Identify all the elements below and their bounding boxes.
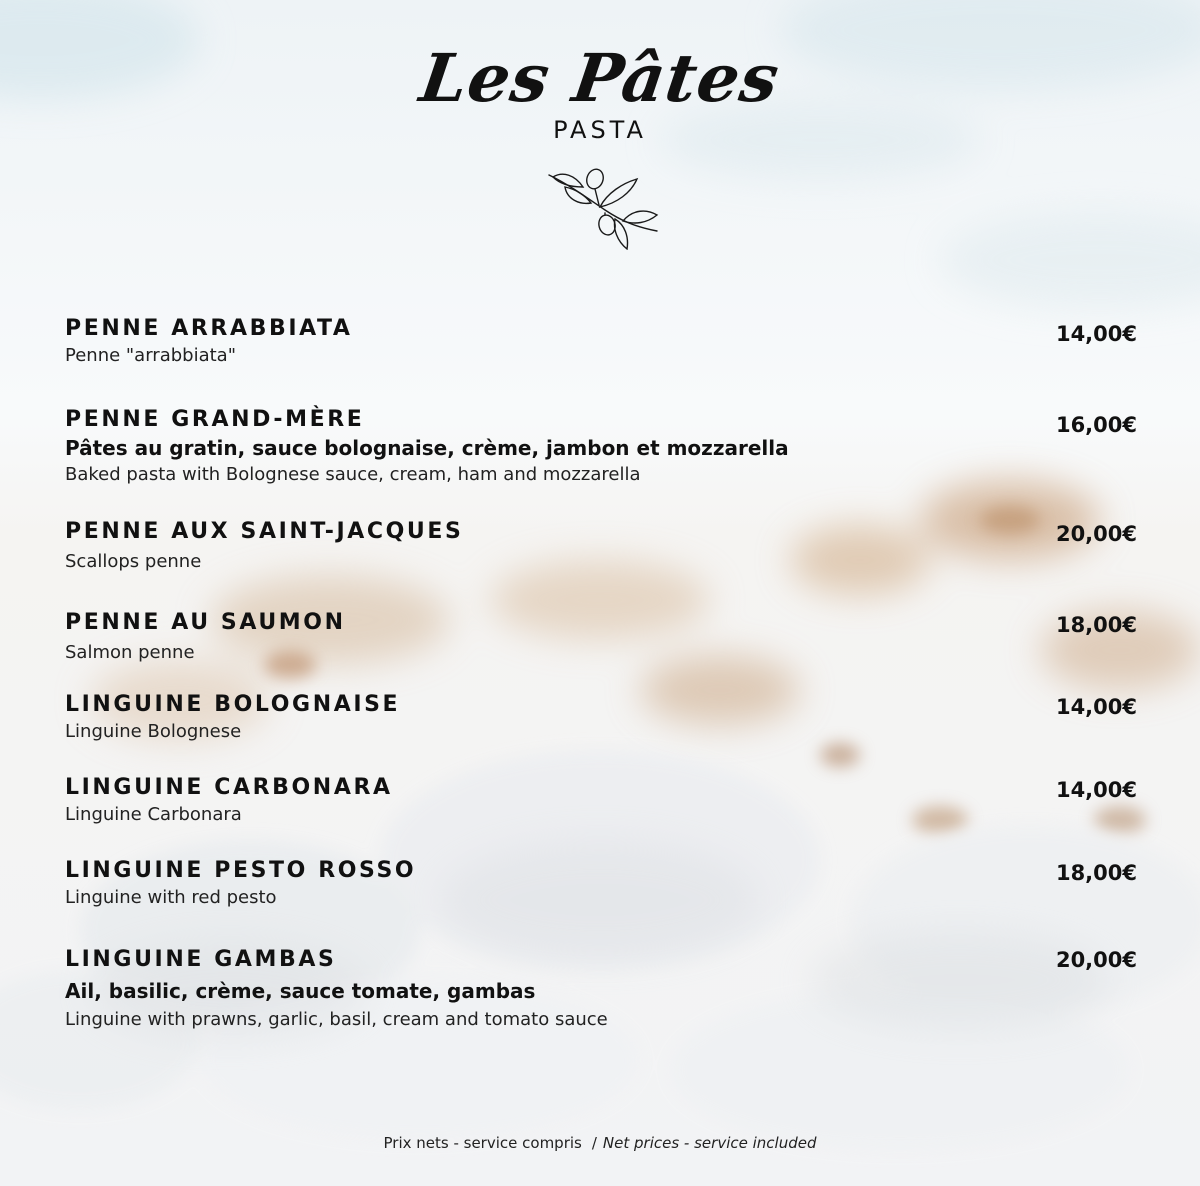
item-price: 14,00€ xyxy=(1055,695,1137,719)
item-price: 14,00€ xyxy=(1055,322,1137,346)
price-note-en: Net prices - service included xyxy=(602,1134,817,1152)
item-name: LINGUINE GAMBAS xyxy=(65,947,337,972)
item-name: PENNE GRAND-MÈRE xyxy=(65,407,365,432)
menu-item xyxy=(65,406,1145,488)
item-name: LINGUINE PESTO ROSSO xyxy=(65,858,417,883)
menu-item xyxy=(65,518,1145,575)
item-description-en: Salmon penne xyxy=(65,642,195,663)
item-description-fr: Pâtes au gratin, sauce bolognaise, crème, jambon et mozzarella xyxy=(65,436,789,460)
item-price: 20,00€ xyxy=(1055,522,1137,546)
item-description-en: Linguine Bolognese xyxy=(65,721,242,742)
menu-item xyxy=(65,774,1145,828)
price-note-separator: / xyxy=(591,1134,597,1152)
item-name: PENNE AUX SAINT-JACQUES xyxy=(65,519,464,544)
menu-item xyxy=(65,946,1145,1033)
price-note-fr: Prix nets - service compris xyxy=(383,1134,582,1152)
item-description-en: Scallops penne xyxy=(65,551,202,572)
item-description-en: Linguine Carbonara xyxy=(65,804,242,825)
item-price: 14,00€ xyxy=(1055,778,1137,802)
menu-item xyxy=(65,315,1145,369)
item-name: LINGUINE BOLOGNAISE xyxy=(65,692,401,717)
item-description-fr: Ail, basilic, crème, sauce tomate, gambas xyxy=(65,979,536,1003)
item-description-en: Penne "arrabbiata" xyxy=(65,345,236,366)
item-price: 20,00€ xyxy=(1055,948,1137,972)
item-price: 16,00€ xyxy=(1055,413,1137,437)
menu-item xyxy=(65,857,1145,911)
page-subtitle: PASTA xyxy=(553,116,647,144)
menu-item xyxy=(65,609,1145,666)
price-note xyxy=(0,1134,1200,1152)
item-name: LINGUINE CARBONARA xyxy=(65,775,393,800)
item-description-en: Linguine with red pesto xyxy=(65,887,277,908)
menu-item xyxy=(65,691,1145,745)
item-description-en: Baked pasta with Bolognese sauce, cream, ham and mozzarella xyxy=(65,464,641,485)
item-name: PENNE AU SAUMON xyxy=(65,610,346,635)
item-price: 18,00€ xyxy=(1055,861,1137,885)
item-description-en: Linguine with prawns, garlic, basil, cream and tomato sauce xyxy=(65,1009,608,1030)
item-name: PENNE ARRABBIATA xyxy=(65,316,353,341)
item-price: 18,00€ xyxy=(1055,613,1137,637)
page-title: Les Pâtes xyxy=(415,39,785,117)
